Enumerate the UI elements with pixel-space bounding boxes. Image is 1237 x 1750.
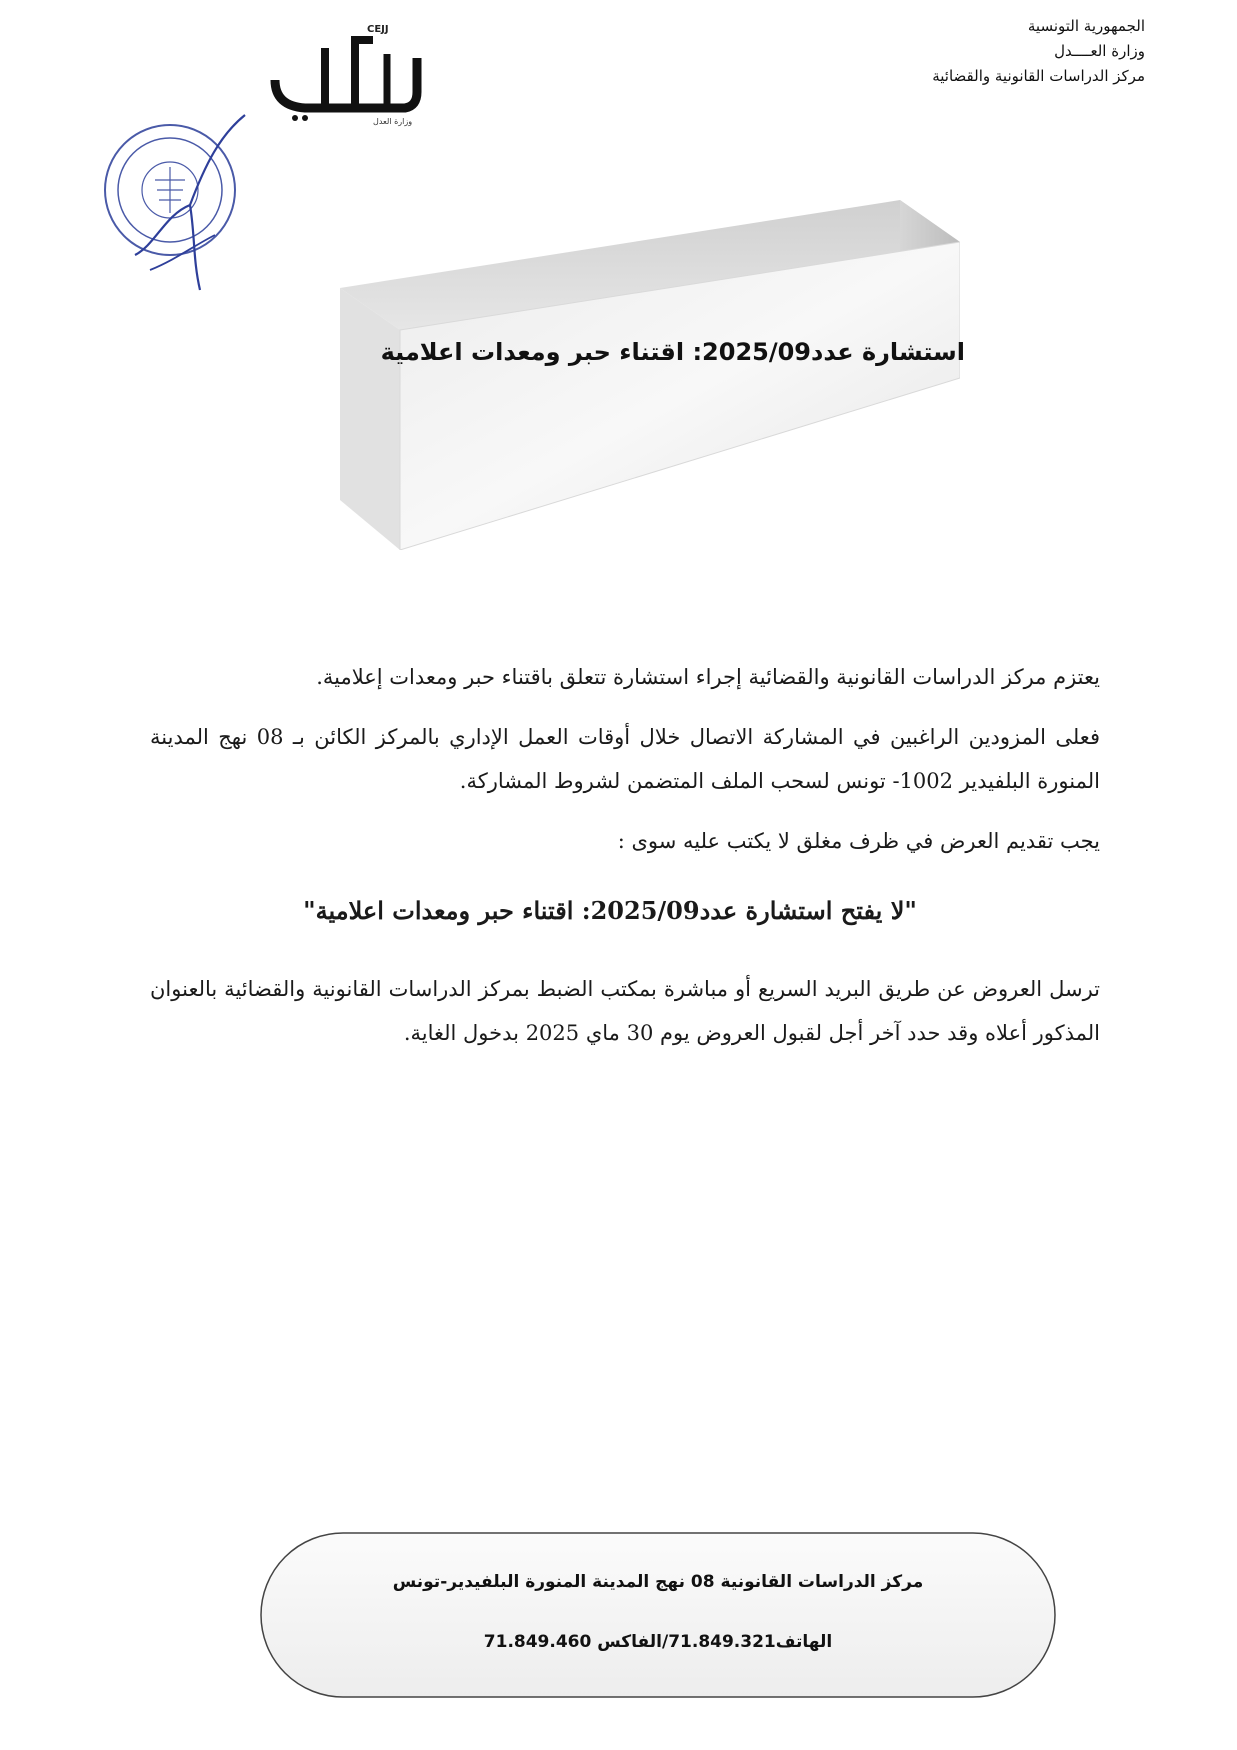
svg-text:وزارة العدل: وزارة العدل (373, 117, 413, 126)
paragraph-participation: فعلى المزودين الراغبين في المشاركة الاتصال خلال أوقات العمل الإداري بالمركز الكائن بـ 08 نهج المدينة المنورة البلفيدير 1002- تونس لسحب الملف المتضمن لشروط المشاركة. (150, 725, 1100, 793)
paragraph-envelope: يجب تقديم العرض في ظرف مغلق لا يكتب عليه سوى : (617, 829, 1100, 853)
footer-contact: الهاتف71.849.321/الفاكس 71.849.460 (483, 1632, 833, 1652)
title-box (340, 200, 960, 550)
official-seal (95, 95, 265, 295)
paragraph-intro: يعتزم مركز الدراسات القانونية والقضائية إجراء استشارة تتعلق باقتناء حبر ومعدات إعلامية. (316, 665, 1100, 689)
envelope-label: "لا يفتح استشارة عدد2025/09: اقتناء حبر ومعدات اعلامية" (303, 896, 917, 925)
seal-stamp-icon (95, 95, 265, 295)
letterhead (825, 14, 1145, 89)
page-title: استشارة عدد2025/09: اقتناء حبر ومعدات اعلامية (380, 338, 965, 366)
document-body (150, 655, 1100, 1071)
ministry-logo (255, 18, 430, 128)
footer-address: مركز الدراسات القانونية 08 نهج المدينة المنورة البلفيدير-تونس (392, 1572, 924, 1592)
header-ministry: وزارة العــــدل (1054, 42, 1145, 60)
header-center: مركز الدراسات القانونية والقضائية (932, 67, 1145, 85)
paragraph-deadline: ترسل العروض عن طريق البريد السريع أو مباشرة بمكتب الضبط بمركز الدراسات القانونية والقضائية بالعنوان المذكور أعلاه وقد حدد آخر أجل لقبول العروض يوم 30 ماي 2025 بدخول الغاية. (150, 977, 1100, 1045)
footer-address-box (258, 1530, 1058, 1700)
logo-icon (255, 18, 430, 128)
svg-text:CEJJ: CEJJ (367, 24, 389, 35)
header-republic: الجمهورية التونسية (1027, 17, 1145, 35)
